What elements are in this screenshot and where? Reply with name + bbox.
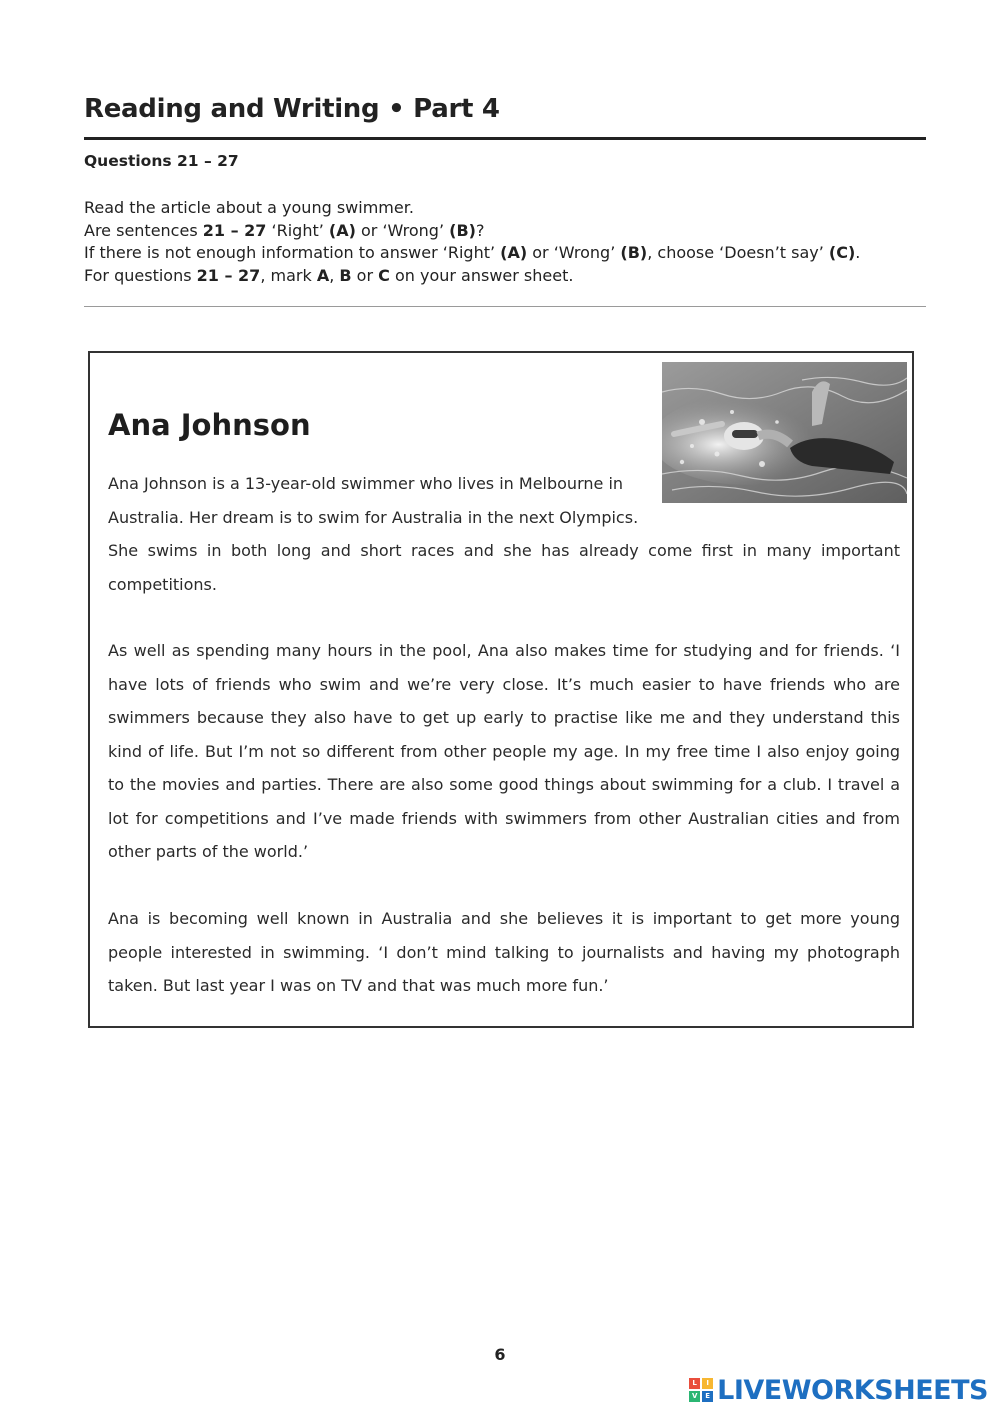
logo-block-v: V bbox=[689, 1391, 700, 1402]
page-title: Reading and Writing • Part 4 bbox=[84, 94, 500, 124]
liveworksheets-logo bbox=[689, 1372, 988, 1408]
instruction-line-4: For questions 21 – 27, mark A, B or C on your answer sheet. bbox=[84, 265, 574, 285]
title-divider bbox=[84, 137, 926, 140]
logo-text: LIVEWORKSHEETS bbox=[717, 1374, 988, 1406]
logo-block-l: L bbox=[689, 1378, 700, 1389]
questions-label: Questions 21 – 27 bbox=[84, 152, 239, 170]
article-paragraph-1a: Ana Johnson is a 13-year-old swimmer who lives in Melbourne in Australia. Her dream is to swim for Australia in the next Olympics. bbox=[108, 474, 639, 527]
article-paragraph-2: As well as spending many hours in the pool, Ana also makes time for studying and for friends. ‘I have lots of friends who swim and we’re very close. It’s much easier to have friends who are swimmers because they also have to get up early to practise like me and they understand this kind of life. But I’m not so different from other people my age. In my free time I also enjoy going to the movies and parties. There are also some good things about swimming for a club. I travel a lot for competitions and I’ve made friends with swimmers from other Australian cities and from other parts of the world.’ bbox=[108, 641, 900, 861]
logo-block-i: I bbox=[702, 1378, 713, 1389]
article-title: Ana Johnson bbox=[108, 408, 311, 442]
page-number: 6 bbox=[494, 1345, 506, 1364]
section-divider bbox=[84, 306, 926, 307]
article-box bbox=[88, 351, 914, 1028]
instruction-line-3: If there is not enough information to answer ‘Right’ (A) or ‘Wrong’ (B), choose ‘Doesn’t say’ (C). bbox=[84, 243, 861, 262]
swimmer-photo bbox=[662, 362, 907, 503]
logo-block-e: E bbox=[702, 1391, 713, 1402]
article-paragraph-3: Ana is becoming well known in Australia and she believes it is important to get more young people interested in swimming. ‘I don’t mind talking to journalists and having my photograph taken. But last year I was on TV and that was much more fun.’ bbox=[108, 909, 900, 995]
instruction-line-2: Are sentences 21 – 27 ‘Right’ (A) or ‘Wrong’ (B)? bbox=[84, 220, 485, 240]
instruction-line-1: Read the article about a young swimmer. bbox=[84, 198, 414, 217]
logo-blocks-icon bbox=[689, 1378, 713, 1402]
article-paragraph-1b: She swims in both long and short races and she has already come first in many important competitions. bbox=[108, 541, 900, 594]
instructions bbox=[84, 197, 860, 287]
